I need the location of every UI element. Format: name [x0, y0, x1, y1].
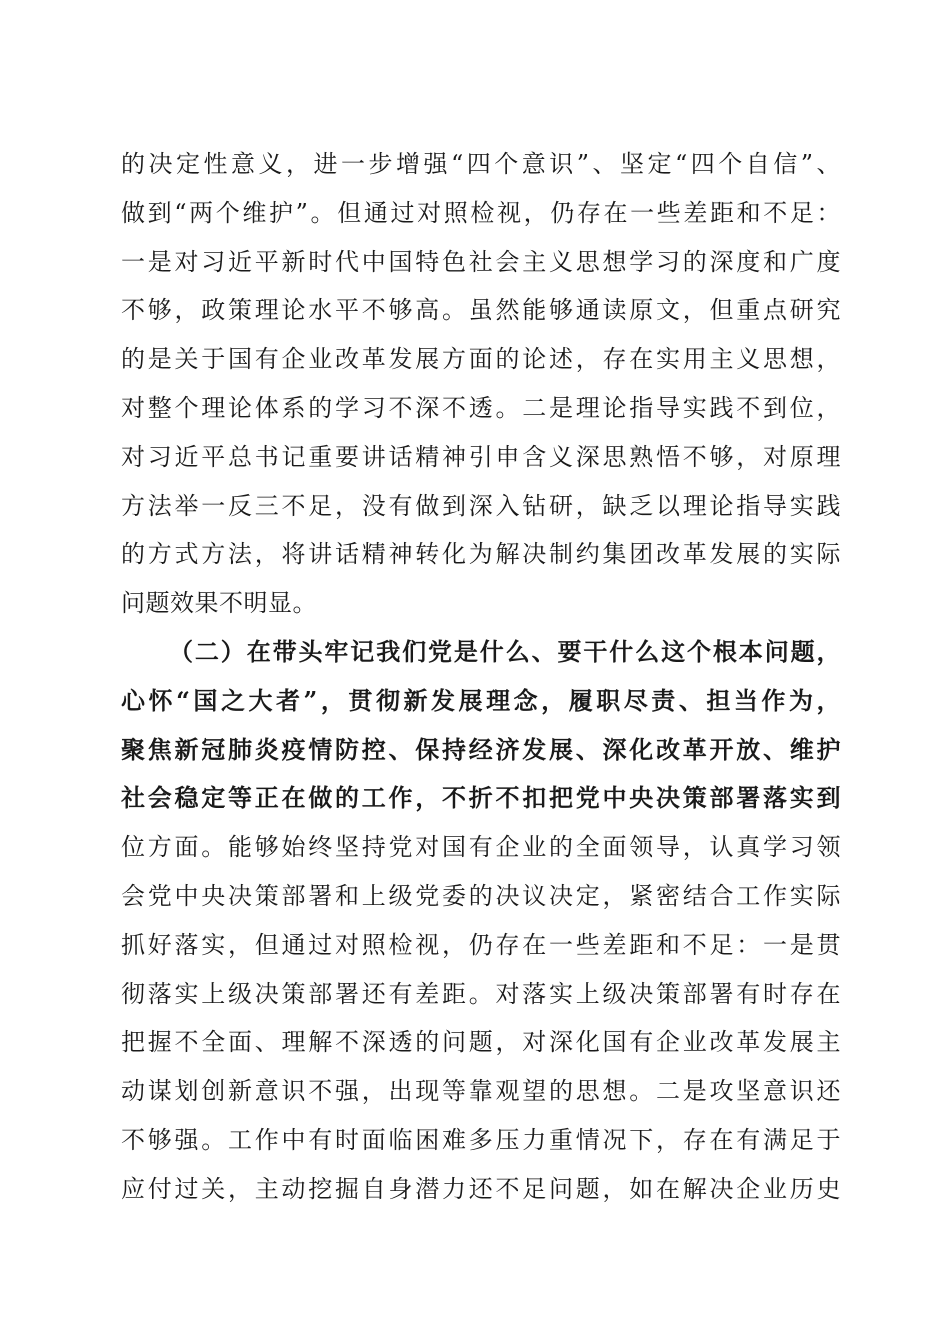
text-line: 抓好落实，但通过对照检视，仍存在一些差距和不足：一是贯	[121, 930, 841, 959]
text-line: 应付过关，主动挖掘自身潜力还不足问题，如在解决企业历史	[121, 1174, 841, 1203]
text-line: 对习近平总书记重要讲话精神引申含义深思熟悟不够，对原理	[121, 442, 841, 471]
text-line: 问题效果不明显。	[121, 589, 317, 618]
text-line: 的方式方法，将讲话精神转化为解决制约集团改革发展的实际	[121, 540, 841, 569]
text-line: 一是对习近平新时代中国特色社会主义思想学习的深度和广度	[121, 247, 841, 276]
body-text	[121, 140, 841, 1214]
text-line: 对整个理论体系的学习不深不透。二是理论指导实践不到位，	[121, 393, 841, 422]
text-line: 的决定性意义，进一步增强“四个意识”、坚定“四个自信”、	[121, 150, 841, 178]
text-line: 动谋划创新意识不强，出现等靠观望的思想。二是攻坚意识还	[121, 1077, 841, 1106]
paragraph-1	[121, 140, 841, 628]
text-line: 方法举一反三不足，没有做到深入钻研，缺乏以理论指导实践	[121, 491, 841, 520]
text-line: 彻落实上级决策部署还有差距。对落实上级决策部署有时存在	[121, 979, 841, 1008]
text-line: 不够，政策理论水平不够高。虽然能够通读原文，但重点研究	[121, 296, 841, 325]
section-heading-line: 社会稳定等正在做的工作，不折不扣把党中央决策部署落实到	[121, 783, 841, 813]
section-heading-line: 心怀“国之大者”，贯彻新发展理念，履职尽责、担当作为，	[121, 685, 841, 715]
paragraph-2	[121, 628, 841, 1214]
section-heading-line: （二）在带头牢记我们党是什么、要干什么这个根本问题，	[169, 636, 841, 666]
text-line: 不够强。工作中有时面临困难多压力重情况下，存在有满足于	[121, 1125, 841, 1154]
text-line: 位方面。能够始终坚持党对国有企业的全面领导，认真学习领	[121, 833, 841, 862]
text-line: 做到“两个维护”。但通过对照检视，仍存在一些差距和不足：	[121, 198, 841, 227]
text-line: 把握不全面、理解不深透的问题，对深化国有企业改革发展主	[121, 1028, 841, 1057]
text-line: 的是关于国有企业改革发展方面的论述，存在实用主义思想，	[121, 345, 841, 374]
section-heading-line: 聚焦新冠肺炎疫情防控、保持经济发展、深化改革开放、维护	[121, 734, 841, 764]
text-line: 会党中央决策部署和上级党委的决议决定，紧密结合工作实际	[121, 881, 841, 910]
